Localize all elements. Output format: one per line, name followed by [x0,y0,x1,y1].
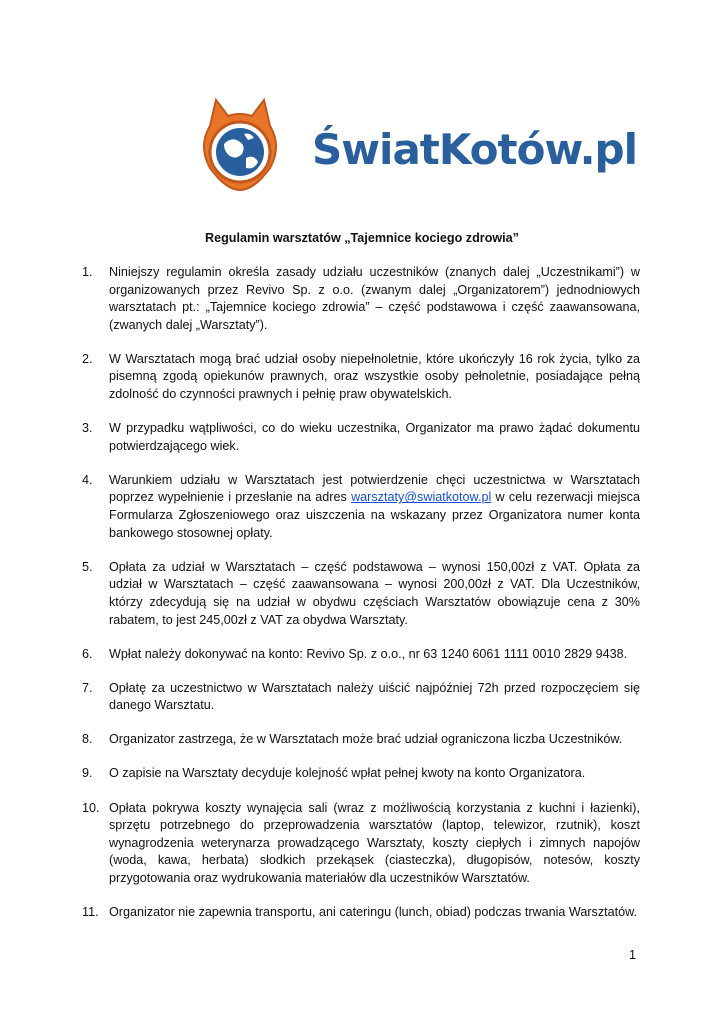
list-item [82,646,640,664]
item-text-after: w celu rezerwacji miejsca Formularza Zgłoszeniowego oraz uiszczenia na wskazany przez Organizatora numer konta bankowego stosownej opłaty. [109,490,640,540]
item-text: O zapisie na Warsztaty decyduje kolejność wpłat pełnej kwoty na konto Organizatora. [109,766,586,781]
list-item [82,680,640,715]
item-number: 9. [82,766,93,781]
item-number: 4. [82,472,93,487]
logo-text: ŚwiatKotów.pl [312,125,637,174]
rules-list [82,264,640,938]
item-text: Organizator zastrzega, że w Warsztatach może brać udział ograniczona liczba Uczestników. [109,732,623,747]
cat-globe-logo-icon [188,96,637,196]
item-text: W Warsztatach mogą brać udział osoby niepełnoletnie, które ukończyły 16 rok życia, tylko za pisemną zgodą opiekunów prawnych, oraz wszystkie osoby pełnoletnie, posiadające pełną zdolność do czynności prawnych i pełnię praw obywatelskich. [109,351,640,402]
item-text: Opłata pokrywa koszty wynajęcia sali (wraz z możliwością korzystania z kuchni i łazienki), sprzętu potrzebnego do przeprowadzenia warsztatów (laptop, telewizor, rzutnik), koszt wynagrodzenia weterynarza prowadzącego Warsztaty, koszty ciepłych i zimnych napojów (woda, kawa, herbata) słodkich przekąsek (ciasteczka), długopisów, notesów, koszty przygotowania oraz wydrukowania materiałów dla uczestników Warsztatów. [109,800,640,885]
page-number: 1 [628,948,636,962]
item-text-before: Warunkiem udziału w Warsztatach jest potwierdzenie chęci uczestnictwa w Warsztatach poprzez wypełnienie i przesłanie na adres [109,472,640,505]
item-number: 8. [82,732,93,747]
item-number: 6. [82,646,93,661]
item-text: Opłata za udział w Warsztatach – część podstawowa – wynosi 150,00zł z VAT. Opłata za udział w Warsztatach – część zaawansowana – wynosi 200,00zł z VAT. Dla Uczestników, którzy zdecydują się na udział w obydwu częściach Warsztatów obowiązuje cena z 30% rabatem, to jest 245,00zł z VAT za obydwa Warsztaty. [109,559,640,627]
swiatkotow-logo [188,96,637,196]
item-number: 11. [82,905,99,920]
list-item [82,765,640,783]
document-title: Regulamin warsztatów „Tajemnice kociego zdrowia” [205,231,519,245]
list-item [82,800,640,888]
item-text: W przypadku wątpliwości, co do wieku uczestnika, Organizator ma prawo żądać dokumentu potwierdzającego wiek. [109,421,640,453]
item-number: 3. [82,421,93,436]
item-text: Niniejszy regulamin określa zasady udziału uczestników (znanych dalej „Uczestnikami”) w organizowanych przez Revivo Sp. z o.o. (zwanym dalej „Organizatorem”) jednodniowych warsztatach pt.: „Tajemnice kociego zdrowia” – część podstawowa i część zaawansowana, (zwanych dalej „Warsztaty”). [109,265,640,332]
item-number: 5. [82,559,93,574]
list-item [82,731,640,749]
list-item [82,472,640,542]
list-item [82,420,640,455]
item-number: 2. [82,351,93,366]
item-text: Organizator nie zapewnia transportu, ani cateringu (lunch, obiad) podczas trwania Warsztatów. [109,905,638,920]
list-item [82,264,640,334]
email-link[interactable]: warsztaty@swiatkotow.pl [351,490,492,505]
item-number: 7. [82,680,93,695]
item-text: Opłatę za uczestnictwo w Warsztatach należy uiścić najpóźniej 72h przed rozpoczęciem się danego Warsztatu. [109,680,640,713]
item-number: 1. [82,265,93,279]
list-item [82,904,640,922]
list-item [82,351,640,404]
list-item [82,559,640,629]
item-text: Wpłat należy dokonywać na konto: Revivo Sp. z o.o., nr 63 1240 6061 1111 0010 2829 9438. [109,646,628,661]
item-number: 10. [82,800,100,815]
